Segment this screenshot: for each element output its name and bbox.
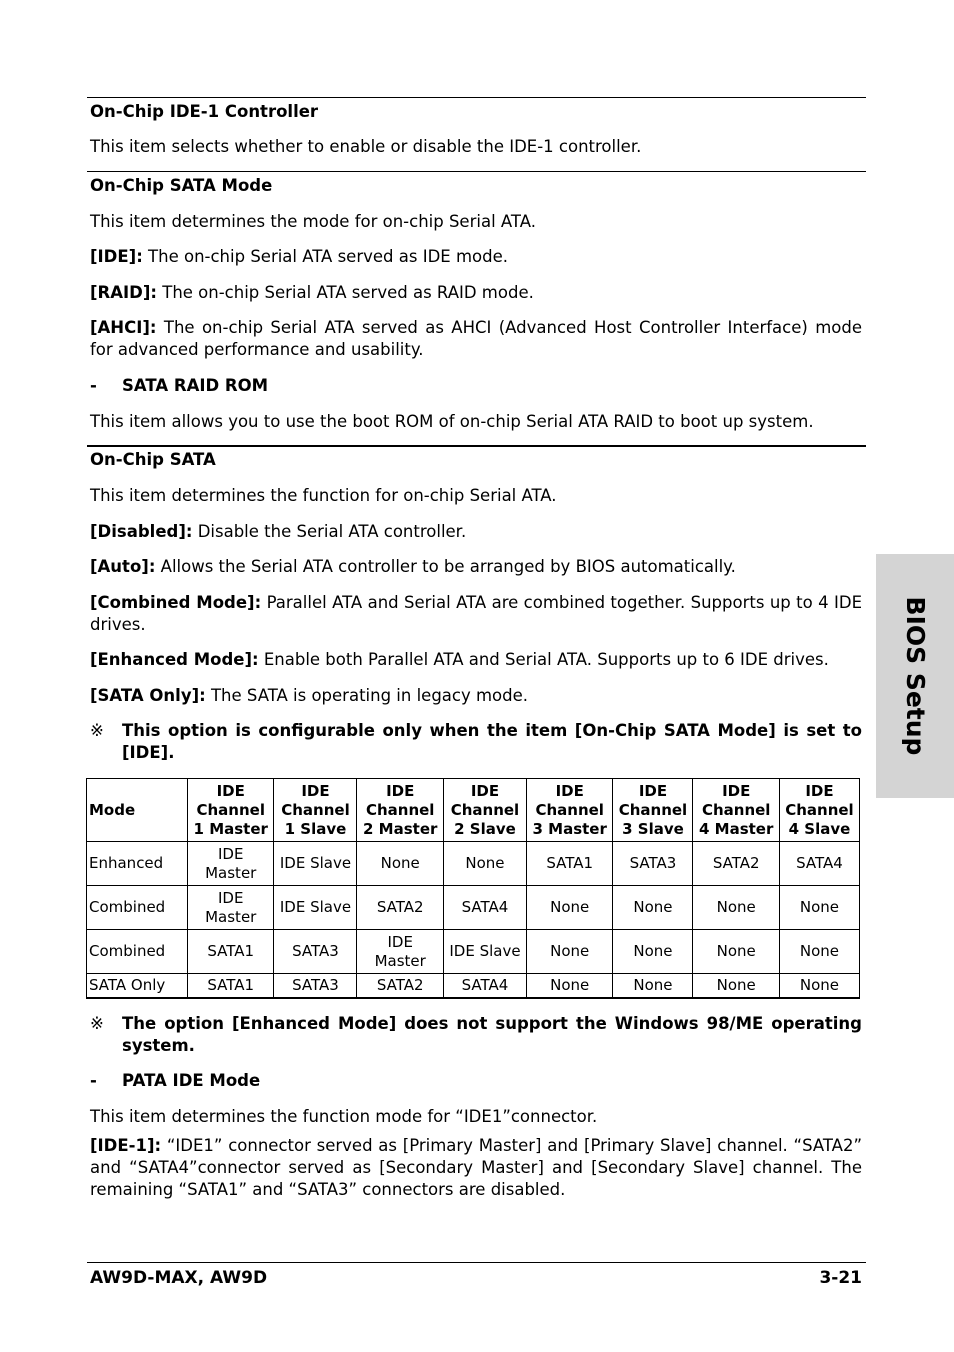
option-text: The on-chip Serial ATA served as IDE mode.: [142, 247, 508, 266]
section-divider: [87, 171, 866, 172]
table-cell: IDE Master: [188, 842, 274, 886]
section-desc-sata-mode: This item determines the mode for on-chip Serial ATA.: [90, 212, 536, 231]
table-cell: SATA1: [526, 842, 612, 886]
option-disabled: [90, 521, 862, 543]
table-cell: SATA3: [613, 842, 693, 886]
table-cell: None: [613, 974, 693, 999]
subsection-title-pata-ide-mode: [90, 1070, 260, 1092]
subsection-desc-sata-raid-rom: This item allows you to use the boot ROM of on-chip Serial ATA RAID to boot up system.: [90, 412, 814, 431]
option-enhanced-mode: [90, 649, 862, 671]
table-cell: SATA2: [357, 974, 443, 999]
note-text: This option is configurable only when the item [On-Chip SATA Mode] is set to [IDE].: [122, 721, 862, 762]
section-desc-on-chip-sata: This item determines the function for on-chip Serial ATA.: [90, 486, 557, 505]
table-cell: SATA1: [188, 930, 274, 974]
option-label: [AHCI]:: [90, 318, 157, 337]
table-cell: Combined: [87, 930, 188, 974]
option-raid: [90, 282, 862, 304]
table-row: [87, 930, 860, 974]
table-cell: None: [693, 886, 779, 930]
table-cell: SATA1: [188, 974, 274, 999]
option-text: Allows the Serial ATA controller to be arranged by BIOS automatically.: [155, 557, 736, 576]
option-auto: [90, 556, 862, 578]
subsection-title-sata-raid-rom: [90, 375, 268, 397]
table-cell: None: [526, 930, 612, 974]
option-label: [Auto]:: [90, 557, 156, 576]
table-cell: None: [357, 842, 443, 886]
table-cell: SATA3: [274, 930, 357, 974]
table-header: IDE Channel 2 Master: [357, 779, 443, 842]
note-symbol-icon: ※: [90, 721, 104, 740]
option-ide-1: [90, 1135, 862, 1201]
option-text: Enable both Parallel ATA and Serial ATA. Supports up to 6 IDE drives.: [258, 650, 829, 669]
table-cell: IDE Slave: [443, 930, 526, 974]
section-title-ide1: On-Chip IDE-1 Controller: [90, 102, 319, 121]
table-row: [87, 974, 860, 999]
dash-marker: -: [90, 1071, 97, 1090]
subsection-desc-pata-ide-mode: This item determines the function mode for “IDE1”connector.: [90, 1107, 598, 1126]
section-divider: [87, 445, 866, 447]
table-cell: SATA4: [779, 842, 859, 886]
table-header: Mode: [87, 779, 188, 842]
table-header: IDE Channel 2 Slave: [443, 779, 526, 842]
option-text: The on-chip Serial ATA served as AHCI (Advanced Host Controller Interface) mode for advanced performance and usability.: [90, 318, 862, 359]
table-cell: IDE Master: [357, 930, 443, 974]
side-tab-label: BIOS Setup: [901, 596, 930, 756]
sata-mode-table: [86, 778, 860, 999]
table-cell: None: [613, 930, 693, 974]
section-desc-ide1: This item selects whether to enable or disable the IDE-1 controller.: [90, 137, 642, 156]
option-label: [SATA Only]:: [90, 686, 206, 705]
table-cell: IDE Slave: [274, 886, 357, 930]
option-combined-mode: [90, 592, 862, 636]
option-text: “IDE1” connector served as [Primary Master] and [Primary Slave] channel. “SATA2” and “SATA4”connector served as [Secondary Master] and [Secondary Slave] channel. The remaining “SATA1” and “SATA3” connectors are disabled.: [90, 1136, 862, 1199]
side-tab: [876, 554, 954, 798]
section-title-sata-mode: On-Chip SATA Mode: [90, 176, 273, 195]
table-cell: Enhanced: [87, 842, 188, 886]
option-label: [RAID]:: [90, 283, 157, 302]
table-header: IDE Channel 1 Master: [188, 779, 274, 842]
table-cell: None: [693, 974, 779, 999]
option-ahci: [90, 317, 862, 361]
table-cell: None: [526, 974, 612, 999]
table-row: [87, 886, 860, 930]
note-symbol-icon: ※: [90, 1014, 104, 1033]
footer-model: AW9D-MAX, AW9D: [90, 1268, 268, 1288]
note-text: The option [Enhanced Mode] does not support the Windows 98/ME operating system.: [122, 1014, 862, 1055]
table-cell: SATA4: [443, 886, 526, 930]
table-cell: SATA4: [443, 974, 526, 999]
table-cell: None: [613, 886, 693, 930]
option-text: Disable the Serial ATA controller.: [192, 522, 467, 541]
table-header: IDE Channel 4 Master: [693, 779, 779, 842]
table-header: IDE Channel 1 Slave: [274, 779, 357, 842]
subsection-title: PATA IDE Mode: [122, 1071, 261, 1090]
table-header: IDE Channel 3 Master: [526, 779, 612, 842]
table-cell: IDE Master: [188, 886, 274, 930]
option-sata-only: [90, 685, 862, 707]
note-configurable: [90, 720, 862, 764]
option-text: The SATA is operating in legacy mode.: [205, 686, 529, 705]
table-cell: None: [443, 842, 526, 886]
option-label: [IDE]:: [90, 247, 143, 266]
option-label: [Combined Mode]:: [90, 593, 262, 612]
footer-page-number: 3-21: [819, 1268, 862, 1288]
table-cell: None: [779, 886, 859, 930]
subsection-title: SATA RAID ROM: [122, 376, 269, 395]
note-enhanced-mode: [90, 1013, 862, 1057]
option-ide: [90, 246, 862, 268]
option-label: [Enhanced Mode]:: [90, 650, 259, 669]
table-header-row: [87, 779, 860, 842]
table-cell: SATA Only: [87, 974, 188, 999]
table-cell: None: [779, 930, 859, 974]
option-text: Parallel ATA and Serial ATA are combined together. Supports up to 4 IDE drives.: [90, 593, 862, 634]
section-divider: [87, 97, 866, 98]
footer-divider: [87, 1262, 866, 1263]
table-row: [87, 842, 860, 886]
table-header: IDE Channel 3 Slave: [613, 779, 693, 842]
table-cell: None: [693, 930, 779, 974]
table-cell: SATA3: [274, 974, 357, 999]
option-text: The on-chip Serial ATA served as RAID mode.: [157, 283, 534, 302]
table-cell: SATA2: [357, 886, 443, 930]
dash-marker: -: [90, 376, 97, 395]
option-label: [IDE-1]:: [90, 1136, 162, 1155]
table-header: IDE Channel 4 Slave: [779, 779, 859, 842]
option-label: [Disabled]:: [90, 522, 193, 541]
table-cell: Combined: [87, 886, 188, 930]
table-cell: SATA2: [693, 842, 779, 886]
table-cell: None: [779, 974, 859, 999]
table-cell: None: [526, 886, 612, 930]
section-title-on-chip-sata: On-Chip SATA: [90, 450, 216, 469]
table-cell: IDE Slave: [274, 842, 357, 886]
